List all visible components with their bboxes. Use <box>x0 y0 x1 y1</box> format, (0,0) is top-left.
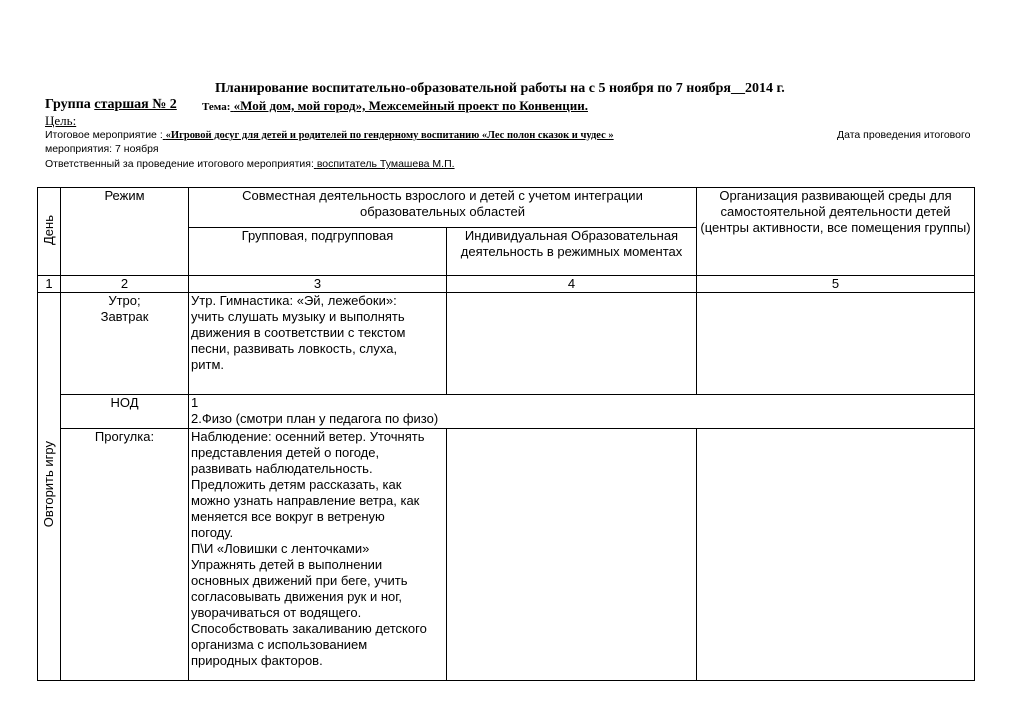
group-activity-cell: Наблюдение: осенний ветер. Уточнять представления детей о погоде, развивать наблюдательность. Предложить детям рассказать, как можно узнать направление ветра, как меняется все вокруг в ветреную погоду. П\И «Ловишки с ленточками» Упражнять детей в выполнении основных движений при беге, учить согласовывать движения рук и ног, уворачиваться от водящего. Способствовать закаливанию детского организма с использованием природных факторов. <box>189 429 447 681</box>
individual-activity-cell <box>447 293 697 395</box>
table-header-row <box>38 188 975 228</box>
col-num-3: 3 <box>189 276 447 293</box>
column-number-row <box>38 276 975 293</box>
mode-cell: Утро; Завтрак <box>61 293 189 395</box>
table-row <box>38 395 975 429</box>
group-activity-cell: 1 2.Физо (смотри план у педагога по физо) <box>189 395 975 429</box>
final-event-label: Итоговое мероприятие : <box>45 129 163 141</box>
header-joint-cell: Совместная деятельность взрослого и детей с учетом интеграции образовательных областей <box>189 188 697 228</box>
environment-cell <box>697 293 975 395</box>
header-group-cell: Групповая, подгрупповая <box>189 228 447 276</box>
mode-cell: НОД <box>61 395 189 429</box>
final-event-value: «Игровой досуг для детей и родителей по гендерному воспитанию «Лес полон сказок и чудес » <box>165 130 614 141</box>
col-num-2: 2 <box>61 276 189 293</box>
individual-activity-cell <box>447 429 697 681</box>
goal-label: Цель: <box>45 113 77 128</box>
plan-table <box>37 187 975 681</box>
tema-label: Тема: <box>202 101 231 113</box>
day-name: Овторить игру <box>41 441 56 528</box>
group-label: Группа <box>45 97 91 112</box>
table-row <box>38 293 975 395</box>
group-activity-cell: Утр. Гимнастика: «Эй, лежебоки»: учить слушать музыку и выполнять движения в соответствии с текстом песни, развивать ловкость, слуха, ритм. <box>189 293 447 395</box>
group-line <box>45 97 177 113</box>
tema-line <box>202 98 588 114</box>
col-num-4: 4 <box>447 276 697 293</box>
day-cell <box>38 293 61 681</box>
col-num-5: 5 <box>697 276 975 293</box>
group-value: старшая № 2 <box>94 97 177 112</box>
header-day-text: День <box>41 214 56 245</box>
header-env-cell: Организация развивающей среды для самостоятельной деятельности детей (центры активности, все помещения группы) <box>697 188 975 276</box>
responsible-line <box>45 158 455 170</box>
tema-value: «Мой дом, мой город», Межсемейный проект по Конвенции. <box>233 98 588 113</box>
header-day-cell <box>38 188 61 276</box>
responsible-label: Ответственный за проведение итогового мероприятия: <box>45 158 314 170</box>
final-date-value: мероприятия: 7 ноября <box>45 143 159 155</box>
final-event-line <box>45 129 614 141</box>
final-date-line <box>45 143 159 155</box>
table-row <box>38 429 975 681</box>
responsible-value: воспитатель Тумашева М.П. <box>316 158 455 170</box>
mode-cell: Прогулка: <box>61 429 189 681</box>
header-mode-cell: Режим <box>61 188 189 276</box>
document-title: Планирование воспитательно-образовательной работы на с 5 ноября по 7 ноября__2014 г. <box>215 81 785 96</box>
final-date-label: Дата проведения итогового <box>837 129 971 141</box>
col-num-1: 1 <box>38 276 61 293</box>
header-individual-cell: Индивидуальная Образовательная деятельность в режимных моментах <box>447 228 697 276</box>
environment-cell <box>697 429 975 681</box>
